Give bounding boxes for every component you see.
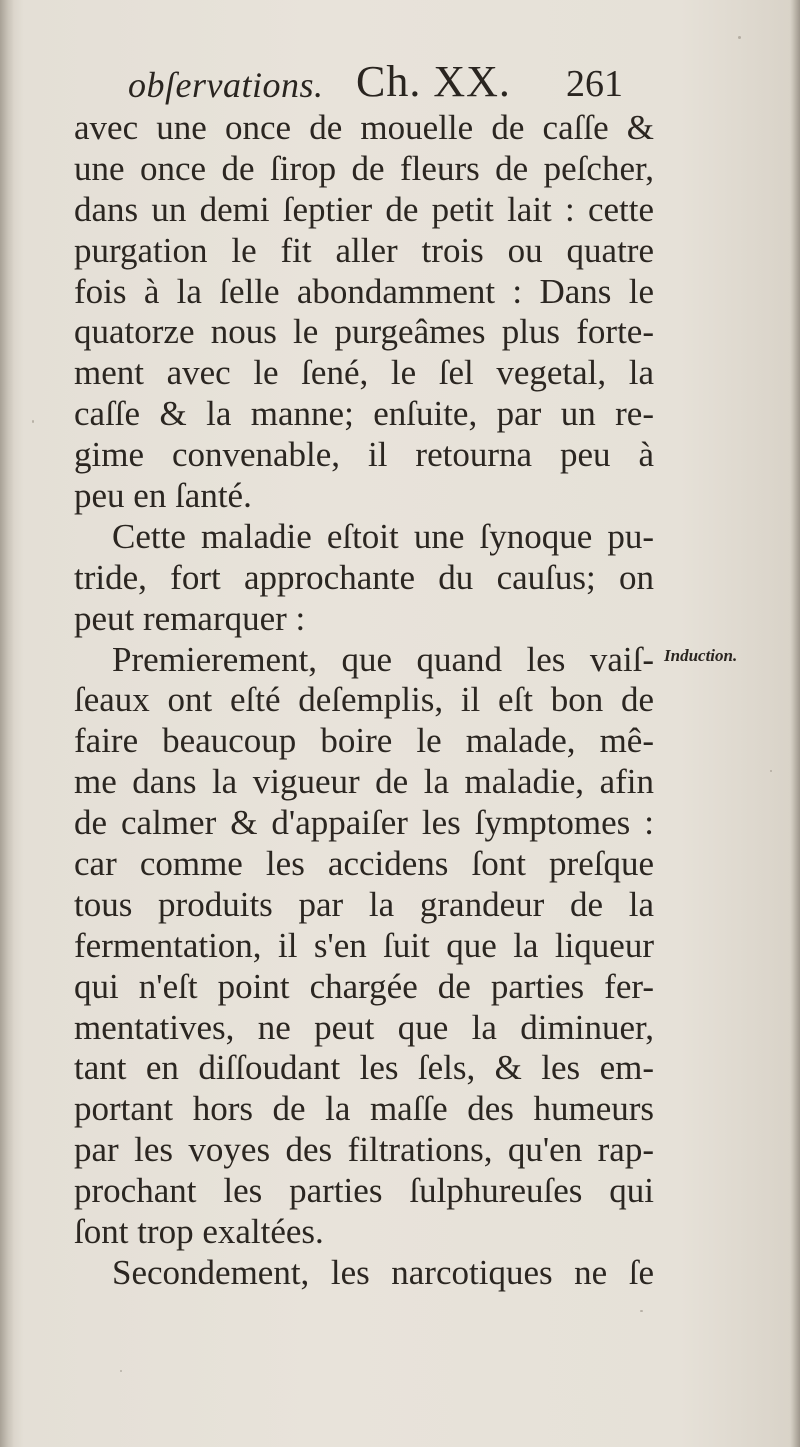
text-line: caſſe & la manne; enſuite, par un re- bbox=[74, 394, 654, 434]
text-line: Cette maladie eſtoit une ſynoque pu- bbox=[112, 516, 654, 556]
paper-speck bbox=[120, 1370, 122, 1372]
text-line: faire beaucoup boire le malade, mê- bbox=[74, 721, 654, 761]
text-line: ſeaux ont eſté deſemplis, il eſt bon de bbox=[74, 680, 654, 720]
text-line: prochant les parties ſulphureuſes qui bbox=[74, 1171, 654, 1211]
text-line: avec une once de mouelle de caſſe & bbox=[74, 108, 654, 147]
text-line: ment avec le ſené, le ſel vegetal, la bbox=[74, 353, 654, 393]
text-line: tride, fort approchante du cauſus; on bbox=[74, 557, 654, 597]
text-line: peut remarquer : bbox=[74, 598, 306, 638]
page-right-edge bbox=[790, 0, 800, 1447]
text-line: dans un demi ſeptier de petit lait : cette bbox=[74, 189, 654, 229]
text-line: purgation le fit aller trois ou quatre bbox=[74, 230, 654, 270]
text-line: tous produits par la grandeur de la bbox=[74, 884, 654, 924]
page-left-edge bbox=[0, 0, 14, 1447]
text-line: quatorze nous le purgeâmes plus forte- bbox=[74, 312, 654, 352]
text-line: tant en diſſoudant les ſels, & les em- bbox=[74, 1048, 654, 1088]
text-line: ſont trop exaltées. bbox=[74, 1212, 324, 1252]
header-chapter: Ch. XX. bbox=[356, 57, 511, 106]
paper-speck bbox=[738, 36, 741, 39]
text-line: portant hors de la maſſe des humeurs bbox=[74, 1089, 654, 1129]
text-line: qui n'eſt point chargée de parties fer- bbox=[74, 966, 654, 1006]
text-line: gime convenable, il retourna peu à bbox=[74, 435, 654, 475]
page-number: 261 bbox=[566, 63, 623, 105]
text-line: une once de ſirop de fleurs de peſcher, bbox=[74, 148, 654, 188]
text-line: par les voyes des filtrations, qu'en rap- bbox=[74, 1130, 654, 1170]
text-line: Secondement, les narcotiques ne ſe bbox=[112, 1252, 654, 1292]
body-text bbox=[74, 108, 654, 1294]
running-header bbox=[128, 56, 628, 112]
text-line: car comme les accidens ſont preſque bbox=[74, 844, 654, 884]
margin-note: Induction. bbox=[664, 646, 738, 665]
text-line: fois à la ſelle abondamment : Dans le bbox=[74, 271, 654, 311]
text-line: Premierement, que quand les vaiſ- bbox=[112, 639, 654, 679]
text-line: peu en ſanté. bbox=[74, 476, 252, 516]
paper-speck bbox=[770, 770, 772, 772]
header-title: obſervations. bbox=[128, 65, 324, 105]
text-line: me dans la vigueur de la maladie, afin bbox=[74, 762, 654, 802]
text-line: fermentation, il s'en ſuit que la liqueur bbox=[74, 925, 654, 965]
text-line: mentatives, ne peut que la diminuer, bbox=[74, 1007, 654, 1047]
paper-speck bbox=[32, 420, 34, 423]
text-line: de calmer & d'appaiſer les ſymptomes : bbox=[74, 803, 654, 843]
paper-speck bbox=[640, 1310, 643, 1312]
